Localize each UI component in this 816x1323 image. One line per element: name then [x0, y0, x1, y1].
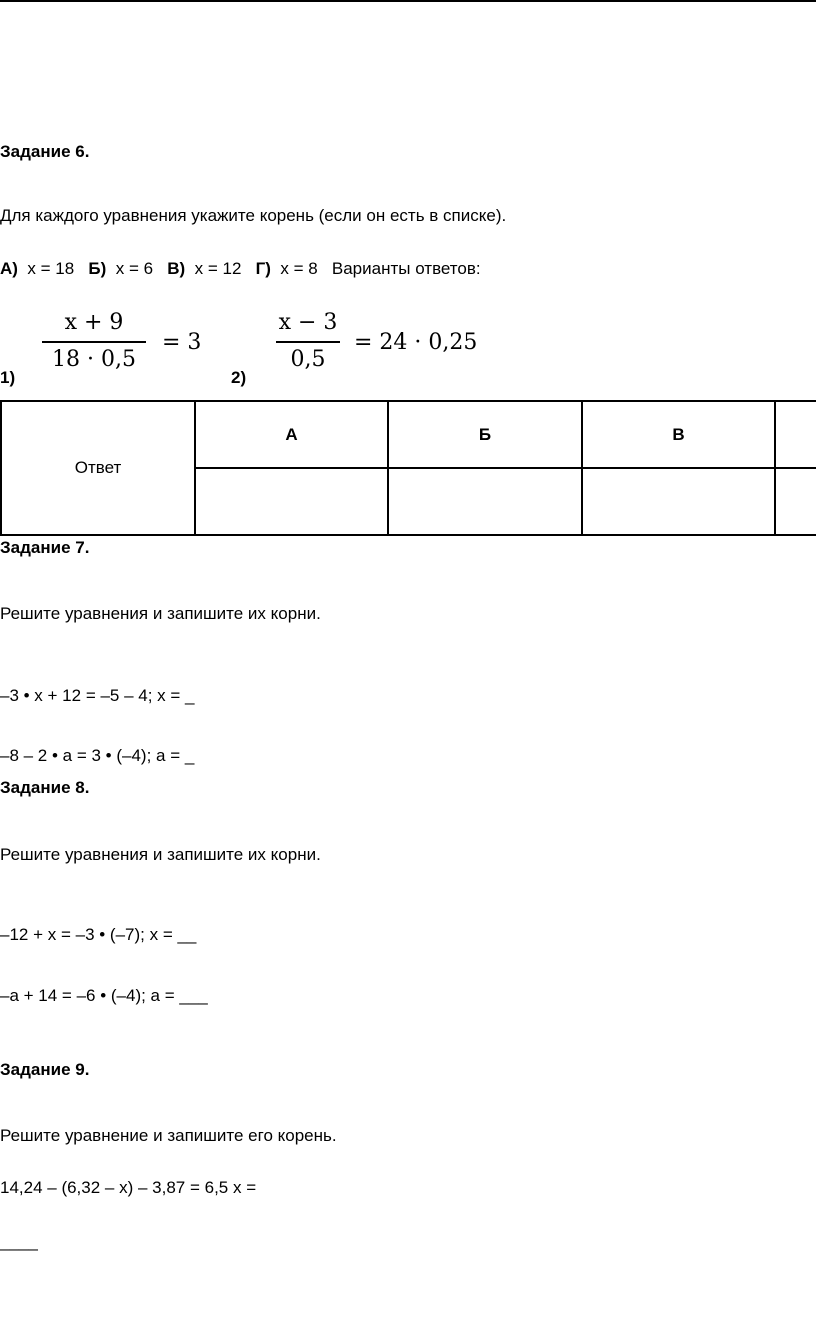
eq2-label: 2) — [231, 368, 247, 387]
task6-instruction: Для каждого уравнения укажите корень (если он есть в списке). — [0, 206, 507, 225]
eq1-label: 1) — [0, 368, 16, 387]
answer-header-g — [775, 401, 816, 468]
answer-table — [0, 400, 816, 536]
eq1-numerator: x + 9 — [64, 310, 124, 335]
task7-title: Задание 7. — [0, 538, 90, 557]
option-a-value: х = 18 — [27, 259, 75, 278]
task9-title: Задание 9. — [0, 1060, 90, 1079]
answer-cell-g[interactable] — [775, 468, 816, 535]
task8-title: Задание 8. — [0, 778, 90, 797]
task7-instruction: Решите уравнения и запишите их корни. — [0, 604, 321, 623]
task9-answer-blank[interactable]: ____ — [0, 1232, 38, 1251]
task8-equation-1: –12 + х = –3 • (–7); х = __ — [0, 925, 197, 944]
option-g-letter: Г) — [255, 259, 271, 278]
answer-header-b: Б — [388, 401, 582, 468]
option-g-value: х = 8 — [280, 259, 318, 278]
task8-equation-2: –а + 14 = –6 • (–4); а = ___ — [0, 986, 208, 1005]
option-a-letter: А) — [0, 259, 18, 278]
eq1-fraction — [42, 310, 146, 372]
eq2-numerator: x − 3 — [278, 310, 338, 335]
options-tail-text: Варианты ответов: — [331, 259, 481, 278]
answer-cell-a[interactable] — [195, 468, 388, 535]
task6-options — [0, 259, 481, 279]
answer-header-v: В — [582, 401, 775, 468]
answer-table-header-row — [1, 401, 816, 468]
option-v-value: х = 12 — [194, 259, 242, 278]
answer-cell-b[interactable] — [388, 468, 582, 535]
answer-cell-v[interactable] — [582, 468, 775, 535]
option-v-letter: В) — [167, 259, 186, 278]
eq2-fraction-bar — [276, 341, 340, 343]
option-b-value: х = 6 — [115, 259, 154, 278]
top-border-line — [0, 0, 816, 2]
eq2-denominator: 0,5 — [290, 347, 326, 372]
eq2-fraction — [276, 310, 340, 372]
task6-title: Задание 6. — [0, 142, 90, 161]
eq1-fraction-bar — [42, 341, 146, 343]
answer-row-label: Ответ — [1, 401, 195, 535]
eq1-denominator: 18 · 0,5 — [52, 347, 136, 372]
task7-equation-2: –8 – 2 • а = 3 • (–4); а = _ — [0, 746, 195, 765]
eq2-rhs: = 24 · 0,25 — [354, 330, 478, 355]
task8-instruction: Решите уравнения и запишите их корни. — [0, 845, 321, 864]
task7-equation-1: –3 • х + 12 = –5 – 4; х = _ — [0, 686, 195, 705]
eq1-rhs: = 3 — [162, 330, 202, 355]
answer-header-a: А — [195, 401, 388, 468]
option-b-letter: Б) — [88, 259, 107, 278]
task9-equation: 14,24 – (6,32 – х) – 3,87 = 6,5 х = — [0, 1178, 257, 1197]
task9-instruction: Решите уравнение и запишите его корень. — [0, 1126, 337, 1145]
